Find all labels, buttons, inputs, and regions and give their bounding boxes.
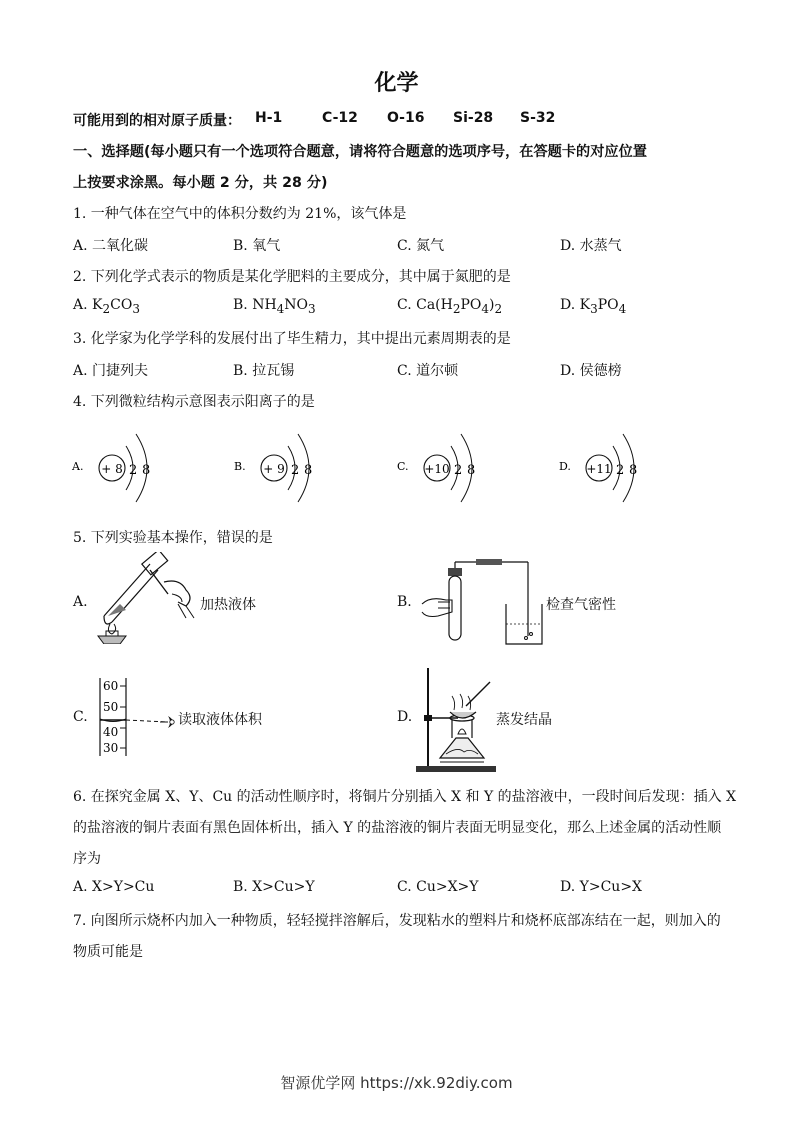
question-5-option-a-caption: 加热液体 [200,597,256,613]
cylinder-mark-40: 40 [103,725,119,739]
question-5-stem: 5. 下列实验基本操作，错误的是 [73,530,273,546]
question-2-option-c: C. $Ca(H_2PO_4)_2$ [397,297,503,316]
atom-diagram-a [70,430,170,506]
question-5-option-b-label: B. [397,594,412,610]
question-2-option-a: A. $K_2CO_3$ [73,297,140,316]
atom-b-shell2: 8 [304,463,313,478]
atom-d-shell1: 2 [616,463,625,478]
question-6-stem-line3: 序为 [73,851,101,867]
atom-b-shell1: 2 [291,463,300,478]
question-5-option-d-label: D. [397,709,413,725]
atom-b-nucleus: + 9 [263,462,285,476]
question-1-stem: 1. 一种气体在空气中的体积分数约为 21%，该气体是 [73,206,407,222]
question-3-option-a: A. 门捷列夫 [73,363,149,379]
atom-c-nucleus: +10 [424,462,450,476]
atom-a-label: A. [72,460,84,473]
atomic-mass-label: 可能用到的相对原子质量： [73,113,241,129]
question-6-stem-line1: 6. 在探究金属 X、Y、Cu 的活动性顺序时，将铜片分别插入 X 和 Y 的盐溶液中，一段时间后发现：插入 X [73,789,737,805]
section-heading-line1: 一、选择题(每小题只有一个选项符合题意，请将符合题意的选项序号，在答题卡的对应位置 [73,144,647,160]
atomic-mass-si: Si-28 [453,110,494,126]
atom-d-nucleus: +11 [586,462,612,476]
footer-watermark: 智源优学网 https://xk.92diy.com [280,1074,513,1092]
atom-d-label: D. [559,460,571,473]
question-3-option-d: D. 侯德榜 [560,363,622,379]
atom-b-label: B. [234,460,246,473]
heating-liquid-illustration [90,552,210,644]
cylinder-mark-60: 60 [103,679,119,693]
page-title: 化学 [374,71,419,96]
atom-c-label: C. [397,460,409,473]
atom-a-shell2: 8 [142,463,151,478]
question-1-option-b: B. 氧气 [233,238,281,254]
question-5-option-c-caption: 读取液体体积 [178,712,262,728]
question-1-option-c: C. 氮气 [397,238,445,254]
question-6-stem-line2: 的盐溶液的铜片表面有黑色固体析出，插入 Y 的盐溶液的铜片表面无明显变化，那么上述金属的活动性顺 [73,820,722,836]
graduated-cylinder-illustration [96,674,188,758]
atomic-mass-c: C-12 [322,110,358,126]
evaporation-illustration [412,662,500,774]
atom-diagram-d [557,430,657,506]
atom-c-shell1: 2 [454,463,463,478]
question-5-option-d-caption: 蒸发结晶 [496,712,552,728]
question-3-option-b: B. 拉瓦锡 [233,363,295,379]
atom-d-shell2: 8 [629,463,638,478]
question-1-option-d: D. 水蒸气 [560,238,622,254]
atom-diagram-b [232,430,332,506]
question-5-option-c-label: C. [73,709,88,725]
question-2-option-b: B. $NH_4NO_3$ [233,297,316,316]
question-5-option-b-caption: 检查气密性 [546,597,616,613]
atomic-mass-h: H-1 [255,110,283,126]
question-5-option-a-label: A. [73,594,88,610]
atom-a-nucleus: + 8 [101,462,123,476]
airtightness-check-illustration [418,558,548,648]
atom-diagram-c [395,430,495,506]
question-6-option-b: B. X>Cu>Y [233,879,315,895]
question-7-stem-line2: 物质可能是 [73,944,143,960]
atomic-mass-s: S-32 [520,110,556,126]
question-1-option-a: A. 二氧化碳 [73,238,149,254]
atomic-mass-o: O-16 [387,110,425,126]
cylinder-mark-30: 30 [103,741,119,755]
cylinder-mark-50: 50 [103,700,119,714]
question-6-option-c: C. Cu>X>Y [397,879,479,895]
atom-a-shell1: 2 [129,463,138,478]
question-4-stem: 4. 下列微粒结构示意图表示阳离子的是 [73,394,315,410]
atom-c-shell2: 8 [467,463,476,478]
question-3-stem: 3. 化学家为化学学科的发展付出了毕生精力，其中提出元素周期表的是 [73,331,511,347]
question-7-stem-line1: 7. 向图所示烧杯内加入一种物质，轻轻搅拌溶解后，发现粘水的塑料片和烧杯底部冻结在一起，则加入的 [73,913,721,929]
question-2-option-d: D. $K_3PO_4$ [560,297,627,316]
question-3-option-c: C. 道尔顿 [397,363,459,379]
question-6-option-a: A. X>Y>Cu [73,879,155,895]
question-6-option-d: D. Y>Cu>X [560,879,643,895]
section-heading-line2: 上按要求涂黑。每小题 2 分，共 28 分) [73,175,328,191]
question-2-stem: 2. 下列化学式表示的物质是某化学肥料的主要成分，其中属于氮肥的是 [73,269,511,285]
